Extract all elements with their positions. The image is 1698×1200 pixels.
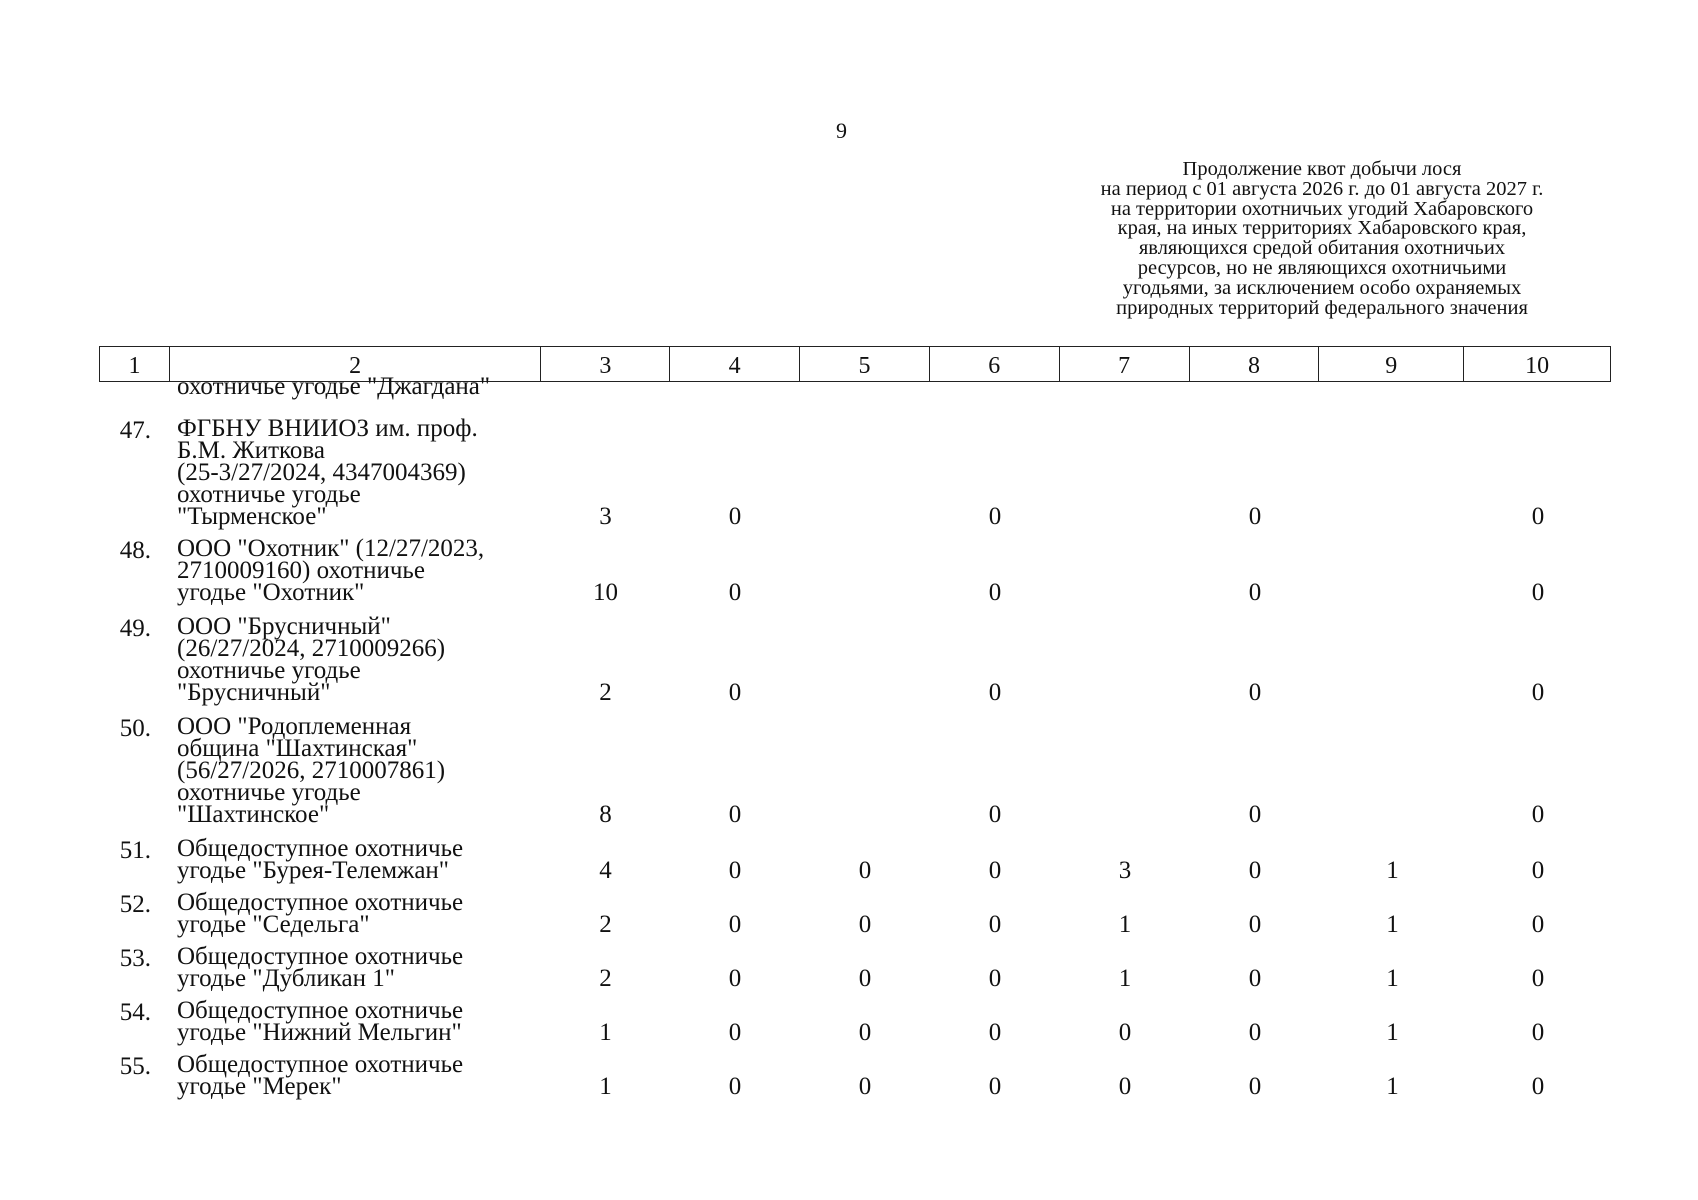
cell-c4: 0 (728, 503, 742, 530)
cell-c10: 0 (1531, 679, 1545, 706)
cell-c6: 0 (988, 1073, 1002, 1100)
cell-c5: 0 (858, 1019, 872, 1046)
cell-c3: 1 (599, 1019, 612, 1046)
cell-c7 (1060, 538, 1190, 604)
cell-c7 (1060, 716, 1190, 826)
row-name-line: Общедоступное охотничье (177, 943, 464, 970)
cell-c7: 3 (1118, 857, 1132, 884)
cell-c9 (1320, 418, 1465, 528)
row-name-line: Общедоступное охотничье (177, 997, 464, 1024)
row-number: 53. (119, 945, 151, 972)
cell-c10: 0 (1531, 801, 1545, 828)
cell-c8: 0 (1248, 965, 1262, 992)
cell-c9: 1 (1386, 911, 1399, 938)
row-name-line: Общедоступное охотничье (177, 889, 464, 916)
caption-line: на территории охотничьих угодий Хабаровского (1110, 197, 1534, 220)
caption-line: на период с 01 августа 2026 г. до 01 августа 2027 г. (1100, 177, 1544, 200)
row-name-line: охотничье угодье (177, 481, 361, 508)
cell-c10: 0 (1531, 1019, 1545, 1046)
cell-c10: 0 (1531, 1073, 1545, 1100)
cell-c9: 1 (1386, 965, 1399, 992)
cell-c4: 0 (728, 965, 742, 992)
cell-c8: 0 (1248, 579, 1262, 606)
row-name-line: община "Шахтинская" (177, 735, 418, 762)
header-col-9: 9 (1319, 347, 1464, 381)
row-name-line: угодье "Дубликан 1" (177, 965, 395, 992)
row-name-line: угодье "Нижний Мельгин" (177, 1019, 462, 1046)
header-col-8: 8 (1190, 347, 1320, 381)
cell-c5 (800, 418, 930, 528)
cell-c3: 2 (599, 911, 612, 938)
cell-c4: 0 (728, 857, 742, 884)
cell-c3: 2 (599, 679, 612, 706)
header-col-5: 5 (800, 347, 930, 381)
cell-c3: 8 (599, 801, 612, 828)
table-row (99, 535, 1611, 606)
row-number: 50. (119, 715, 151, 742)
cell-c8: 0 (1248, 1073, 1262, 1100)
cell-c4: 0 (728, 1019, 742, 1046)
row-name-line: угодье "Седельга" (177, 911, 370, 938)
caption-line: являющихся средой обитания охотничьих (1138, 237, 1506, 260)
header-col-4: 4 (670, 347, 800, 381)
row-number: 51. (119, 837, 151, 864)
header-col-1: 1 (100, 347, 170, 381)
row-number: 48. (119, 537, 151, 564)
cell-c9 (1320, 616, 1465, 704)
header-col-3: 3 (541, 347, 670, 381)
table-row (99, 835, 1611, 884)
table-row (99, 943, 1611, 992)
cell-c8: 0 (1248, 1019, 1262, 1046)
row-name-line: Б.М. Житкова (177, 437, 325, 464)
cell-c6: 0 (988, 1019, 1002, 1046)
cell-c3: 4 (599, 857, 612, 884)
row-name-line: ООО "Родоплеменная (177, 713, 412, 740)
cell-c9 (1320, 716, 1465, 826)
table-row (99, 713, 1611, 828)
row-number: 54. (119, 999, 151, 1026)
page-number: 9 (836, 118, 847, 143)
cell-c3: 10 (593, 579, 618, 606)
cell-c5: 0 (858, 857, 872, 884)
cell-c9: 1 (1386, 1019, 1399, 1046)
row-name-line: угодье "Мерек" (177, 1073, 342, 1100)
cell-c4: 0 (728, 801, 742, 828)
caption-line: Продолжение квот добычи лося (1182, 158, 1462, 180)
caption-line: природных территорий федерального значения (1116, 296, 1528, 319)
cell-c10: 0 (1531, 857, 1545, 884)
cell-c6: 0 (988, 965, 1002, 992)
row-name (169, 889, 541, 938)
row-name-line: угодье "Охотник" (177, 579, 365, 606)
row-name (169, 943, 541, 992)
cell-c8: 0 (1248, 911, 1262, 938)
cell-c7: 0 (1118, 1019, 1132, 1046)
cell-c4: 0 (728, 679, 742, 706)
cell-c7: 1 (1118, 965, 1132, 992)
header-col-10: 10 (1525, 353, 1550, 379)
row-name-line: "Тырменское" (177, 503, 327, 530)
cell-c3: 3 (599, 503, 612, 530)
row-name-line: Общедоступное охотничье (177, 1051, 464, 1078)
cell-c4: 0 (728, 911, 742, 938)
cell-c3: 2 (599, 965, 612, 992)
cell-c3: 1 (599, 1073, 612, 1100)
row-name-line: Общедоступное охотничье (177, 835, 464, 862)
cell-c5: 0 (858, 1073, 872, 1100)
table-row (99, 1051, 1611, 1100)
caption-line: угодьями, за исключением особо охраняемых (1122, 276, 1522, 299)
row-number: 52. (119, 891, 151, 918)
row-name-line: угодье "Бурея-Телемжан" (177, 857, 449, 884)
header-col-6: 6 (930, 347, 1060, 381)
cell-c10: 0 (1531, 911, 1545, 938)
row-name-line: (25-3/27/2024, 4347004369) (177, 459, 466, 486)
row-name (169, 713, 541, 828)
row-name-line: охотничье угодье (177, 779, 361, 806)
row-name (169, 613, 541, 706)
table-row (99, 415, 1611, 530)
cell-c10: 0 (1531, 965, 1545, 992)
cell-c10: 0 (1531, 579, 1545, 606)
cell-c9: 1 (1386, 1073, 1399, 1100)
caption-line: края, на иных территориях Хабаровского края, (1117, 217, 1527, 240)
cell-c5: 0 (858, 965, 872, 992)
row-name-line: ФГБНУ ВНИИОЗ им. проф. (177, 415, 478, 442)
continuation-row (99, 373, 1611, 408)
row-number: 55. (119, 1053, 151, 1080)
caption-line: ресурсов, но не являющихся охотничьими (1137, 256, 1507, 279)
row-name-line: ООО "Охотник" (12/27/2023, (177, 535, 485, 562)
row-number: 49. (119, 615, 151, 642)
row-name-line: ООО "Брусничный" (177, 613, 391, 640)
cell-c7 (1060, 418, 1190, 528)
cell-c8: 0 (1248, 857, 1262, 884)
table-caption (1052, 160, 1592, 318)
row-name (169, 835, 541, 884)
header-col-7: 7 (1060, 347, 1190, 381)
cell-c6: 0 (988, 579, 1002, 606)
cell-c7: 0 (1118, 1073, 1132, 1100)
cell-c7: 1 (1118, 911, 1132, 938)
cell-c6: 0 (988, 679, 1002, 706)
cell-c5 (800, 538, 930, 604)
row-name-line: (56/27/2026, 2710007861) (177, 757, 446, 784)
table-row (99, 997, 1611, 1046)
cell-c7 (1060, 616, 1190, 704)
row-name (169, 415, 541, 530)
cell-c6: 0 (988, 857, 1002, 884)
header-col-2: 2 (170, 347, 542, 381)
cell-c5 (800, 616, 930, 704)
cell-c9 (1320, 538, 1465, 604)
cell-c10: 0 (1531, 503, 1545, 530)
cell-c8: 0 (1248, 679, 1262, 706)
row-name (169, 535, 541, 606)
cell-c6: 0 (988, 503, 1002, 530)
table-row (99, 613, 1611, 706)
cell-c4: 0 (728, 579, 742, 606)
cell-c6: 0 (988, 911, 1002, 938)
cell-c5: 0 (858, 911, 872, 938)
cell-c5 (800, 716, 930, 826)
table-body (99, 373, 1611, 1100)
row-name-line: "Брусничный" (177, 679, 331, 706)
row-name-line: 2710009160) охотничье (177, 557, 425, 584)
row-name (169, 1051, 541, 1100)
cell-c8: 0 (1248, 801, 1262, 828)
cell-c8: 0 (1248, 503, 1262, 530)
cell-c9: 1 (1386, 857, 1399, 884)
cell-c6: 0 (988, 801, 1002, 828)
continuation-text: охотничье угодье "Джагдана" (177, 373, 491, 400)
row-name (169, 997, 541, 1046)
row-number: 47. (119, 417, 151, 444)
row-name-line: "Шахтинское" (177, 801, 330, 828)
cell-c4: 0 (728, 1073, 742, 1100)
row-name-line: охотничье угодье (177, 657, 361, 684)
row-name-line: (26/27/2024, 2710009266) (177, 635, 446, 662)
table-row (99, 889, 1611, 938)
